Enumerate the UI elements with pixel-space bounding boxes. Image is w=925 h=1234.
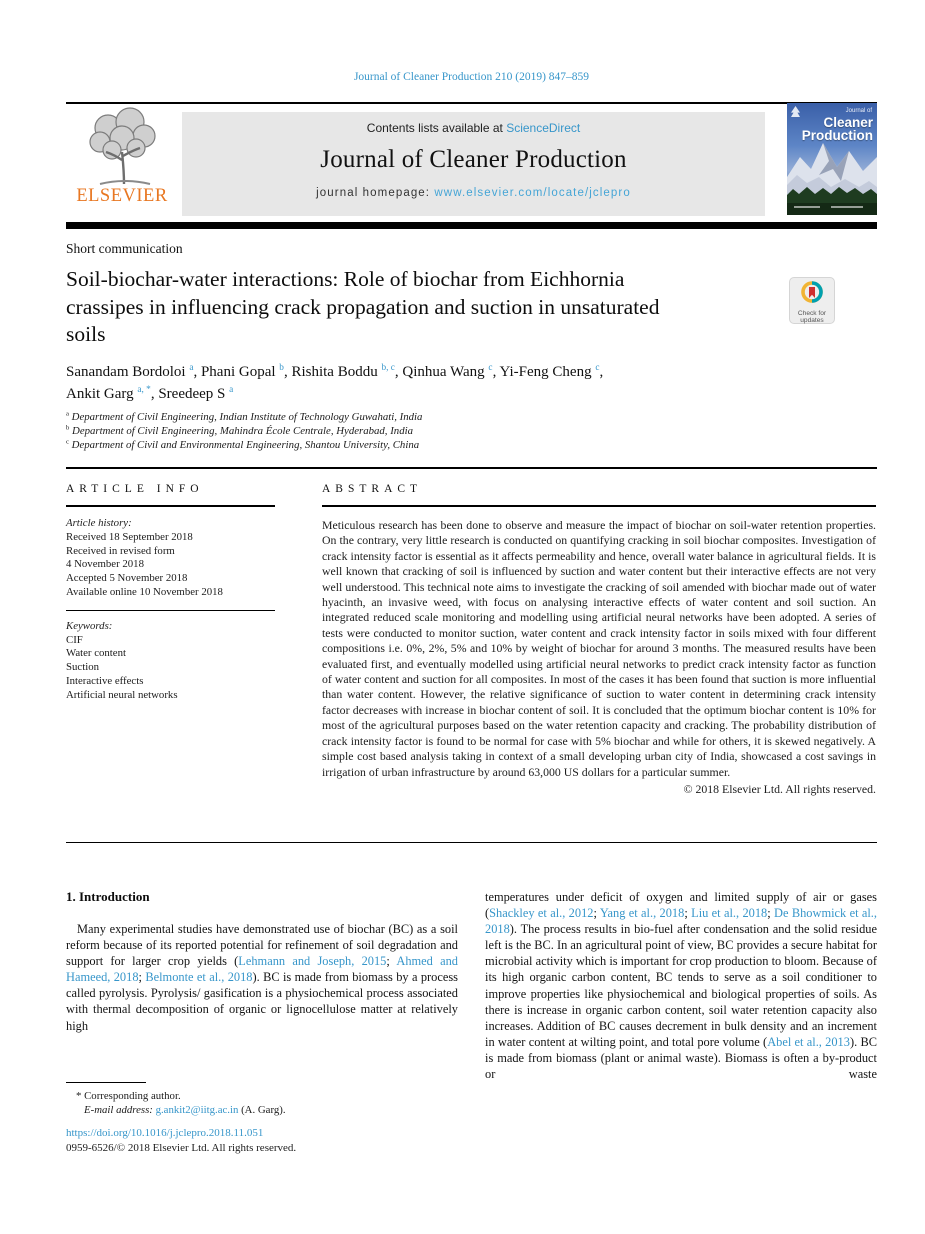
- authors-line: Sanandam Bordoloi $^a$, Phani Gopal $^b$, Rishita Boddu $^{b, c}$, Qinhua Wang $^c$, Yi-Feng Cheng $^c$, Ankit Garg $^{a, *}$, Sreedeep S $^a$: [66, 363, 604, 402]
- keyword-item: Suction: [66, 661, 99, 674]
- homepage-link[interactable]: www.elsevier.com/locate/jclepro: [434, 187, 631, 199]
- homepage-prefix: journal homepage:: [316, 187, 435, 199]
- abstract-text: Meticulous research has been done to observe and measure the impact of biochar on soil-water retention properties. On the contrary, very little research is conducted on quantifying cracking in soil biochar composites. Investigation of crack intensity factor is essential as it affects permeability and hence, overall water balance in agricultural fields. It is well known that cracking of soil is influenced by suction and water content but their interactive effects are not very well understood. This technical note aims to investigate the cracking of soil amended with biochar made out of water hyacinth, an invasive weed, with focus on analysing interactive effects of water content and soil suction. An integrated reduced scale monitoring and modelling using artificial neural networks have been adopted. A series of tests were conducted to monitor suction, water content and crack intensity factor in soils mixed with four different compositions i.e. 0%, 2%, 5% and 10% by weight of biochar for around 3 months. The measured results have been evaluated first, and eventually modelled using artificial neural networks to predict crack intensity factor as function of water content and suction for all composites. In most of the cases it has been found that suction is more influential than water content. However, the relative significance of suction to water content in determining crack intensity factor decreases with increase in biochar content of soil. It is concluded that the optimum biochar content is 10% for most of the agricultural purposes based on the water retention capacity and cracking. The probability distribution of crack intensity factor is found to be normal for case with 5% biochar and while for others, it is skewed negatively. A simple cost based analysis taking in context of a small developing urban city of India, showcased a cost savings in irrigation of urban infrastructure by around 63,000 US dollars for a particular summer.: [322, 518, 876, 779]
- corresponding-author-note: * Corresponding author.: [76, 1090, 181, 1102]
- email-line: E-mail address: g.ankit2@iitg.ac.in (A. Garg).: [84, 1104, 286, 1116]
- cover-caption-line: [794, 206, 820, 208]
- contents-prefix: Contents lists available at: [366, 121, 507, 135]
- article-type-label: Short communication: [66, 241, 183, 256]
- history-item: Accepted 5 November 2018: [66, 572, 188, 585]
- intro-paragraph-left: Many experimental studies have demonstrated use of biochar (BC) as a soil reform because of its reported potential for refinement of soil degradation and support for larger crop yields (Lehmann and Joseph, 2015; Ahmed and Hameed, 2018; Belmonte et al., 2018). BC is made from biomass by a process called pyrolysis. Pyrolysis/ gasification is a physiochemical process associated with thermal decomposition of organic or lignocellulose matter at relatively high: [66, 922, 458, 1033]
- top-rule: [66, 102, 877, 104]
- citation-link[interactable]: Ahmed and Hameed, 2018: [66, 954, 458, 985]
- keyword-item: CIF: [66, 633, 83, 646]
- homepage-line: [182, 187, 765, 199]
- intro-right-column: [485, 889, 877, 1082]
- doi-block: [66, 1126, 877, 1156]
- history-item: Received 18 September 2018: [66, 530, 193, 543]
- affiliation-line: $^b$ Department of Civil Engineering, Mahindra École Centrale, Hyderabad, India: [66, 424, 413, 437]
- abstract-column: [322, 483, 876, 797]
- doi-link[interactable]: https://doi.org/10.1016/j.jclepro.2018.11.051: [66, 1127, 264, 1139]
- article-title-line: crassipes in influencing crack propagation and suction in unsaturated: [66, 294, 660, 319]
- citation-link[interactable]: g.ankit2@iitg.ac.in: [155, 1104, 239, 1116]
- keywords-label: Keywords:: [66, 619, 113, 632]
- citation-link[interactable]: Shackley et al., 2012: [489, 906, 594, 921]
- article-title-line: soils: [66, 322, 106, 346]
- masthead-journal-title: Journal of Cleaner Production: [320, 146, 627, 173]
- citation-link[interactable]: Belmonte et al., 2018: [145, 970, 253, 985]
- cover-journal-of: Journal of: [845, 108, 872, 114]
- keyword-item: Interactive effects: [66, 674, 144, 687]
- history-item: 4 November 2018: [66, 558, 144, 571]
- footnote-rule: [66, 1082, 146, 1083]
- affiliations: [66, 411, 877, 452]
- article-title-line: Soil-biochar-water interactions: Role of biochar from Eichhornia: [66, 267, 625, 291]
- citation-link[interactable]: Yang et al., 2018: [599, 906, 685, 921]
- article-title: [66, 266, 786, 349]
- intro-left-column: [66, 889, 458, 1034]
- abstract-copyright: © 2018 Elsevier Ltd. All rights reserved.: [683, 781, 876, 796]
- cover-logo-mark: [791, 106, 800, 117]
- cover-title-cleaner: Cleaner: [823, 115, 873, 130]
- cover-caption-line: [831, 206, 863, 208]
- section-heading-introduction: 1. Introduction: [66, 889, 150, 904]
- elsevier-wordmark: ELSEVIER: [76, 186, 168, 206]
- cover-mountain-art: [787, 137, 877, 215]
- issn-copyright-line: 0959-6526/© 2018 Elsevier Ltd. All rights reserved.: [66, 1142, 297, 1154]
- history-item: Available online 10 November 2018: [66, 585, 223, 598]
- article-info-column: [66, 483, 275, 703]
- page: [66, 0, 877, 1234]
- article-history-label: Article history:: [66, 517, 132, 529]
- elsevier-logo: [66, 104, 178, 214]
- masthead-divider-bar: [66, 222, 877, 229]
- cover-title-production: Production: [801, 128, 873, 143]
- section-divider-rule: [66, 467, 877, 469]
- abstract-heading: ABSTRACT: [322, 483, 876, 507]
- check-updates-badge[interactable]: [789, 277, 835, 324]
- keyword-item: Water content: [66, 647, 126, 660]
- masthead-band: [182, 112, 765, 216]
- crossmark-icon: [800, 292, 824, 309]
- affiliation-line: $^a$ Department of Civil Engineering, Indian Institute of Technology Guwahati, India: [66, 410, 423, 423]
- info-divider-rule: [66, 610, 275, 611]
- abstract-bottom-rule: [66, 842, 877, 843]
- sciencedirect-link[interactable]: ScienceDirect: [506, 121, 581, 135]
- elsevier-tree-icon: [66, 104, 178, 188]
- citation-header: Journal of Cleaner Production 210 (2019) 847–859: [353, 71, 590, 83]
- contents-line: [182, 121, 765, 135]
- affiliation-line: $^c$ Department of Civil and Environmental Engineering, Shantou University, China: [66, 438, 420, 451]
- article-info-heading: ARTICLE INFO: [66, 483, 275, 507]
- history-item: Received in revised form: [66, 544, 175, 557]
- check-updates-label: Check for updates: [797, 310, 827, 325]
- journal-cover-thumbnail: [787, 103, 877, 215]
- footnote-block: [66, 1082, 458, 1117]
- citation-link[interactable]: De Bhowmick et al., 2018: [485, 906, 877, 937]
- keyword-item: Artificial neural networks: [66, 688, 178, 701]
- citation-link[interactable]: Abel et al., 2013: [767, 1034, 850, 1049]
- intro-paragraph-right: temperatures under deficit of oxygen and limited supply of air or gases (Shackley et al., 2012; Yang et al., 2018; Liu et al., 2018; De Bhowmick et al., 2018). The process results in bio-fuel after condensation and the solid residue left is the BC. In an agricultural point of view, BC provides a secure habitat for microbial activity which is important for crop production to bloom. Because of its high organic carbon content, BC tends to serve as a soil conditioner to improve properties like physiochemical and biological properties of soils. As there is increase in organic carbon content, soil water retention capacity also increases. Addition of BC causes decrement in bulk density and an increment in water content at wilting point, and total pore volume (Abel et al., 2013). BC is made from biomass (plant or animal waste). Biomass is often a by-product or waste: [485, 890, 877, 1082]
- citation-link[interactable]: Lehmann and Joseph, 2015: [238, 954, 387, 969]
- citation-link[interactable]: Liu et al., 2018: [691, 906, 768, 921]
